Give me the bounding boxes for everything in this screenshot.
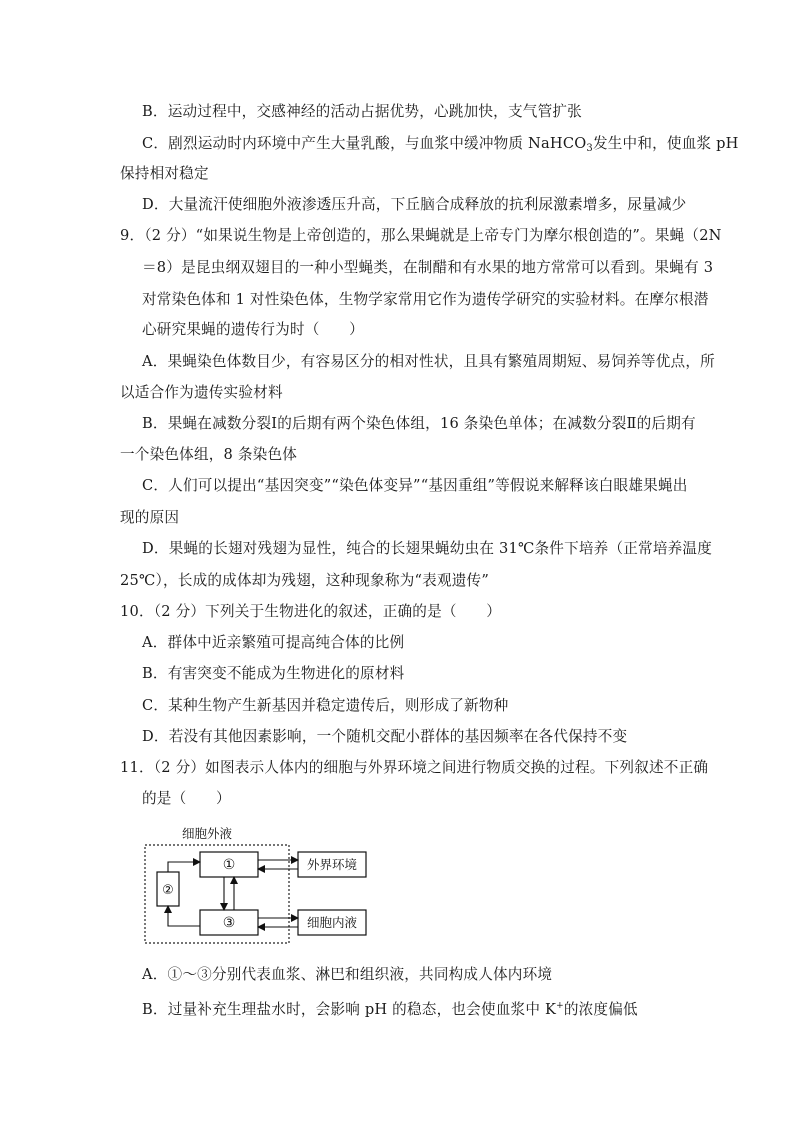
box-2-label: ② xyxy=(162,883,174,898)
q11-option-a: A．①～③分别代表血浆、淋巴和组织液，共同构成人体内环境 xyxy=(142,966,553,983)
intracellular-fluid-label: 细胞内液 xyxy=(306,915,358,930)
q11-option-b-text-b: 的浓度偏低 xyxy=(563,1001,638,1018)
q10-option-c: C．某种生物产生新基因并稳定遗传后，则形成了新物种 xyxy=(142,697,509,714)
q9-option-c-line2: 现的原因 xyxy=(120,509,180,526)
q9-option-c-line1: C．人们可以提出“基因突变”“染色体变异”“基因重组”等假说来解释该白眼雄果蝇出 xyxy=(142,477,688,494)
arrow-3-to-2 xyxy=(168,906,200,926)
q9-option-d-line2: 25℃），长成的成体却为残翅，这种现象称为“表观遗传” xyxy=(120,572,489,589)
box-3-label: ③ xyxy=(222,915,236,931)
q9-stem-line1: 9．（2 分）“如果说生物是上帝创造的，那么果蝇就是上帝专门为摩尔根创造的”。果蝇（2N xyxy=(120,227,722,244)
q9-stem-line3: 对常染色体和 1 对性染色体，生物学家常用它作为遗传学研究的实验材料。在摩尔根潜 xyxy=(142,291,709,308)
q8-option-d: D．大量流汗使细胞外液渗透压升高，下丘脑合成释放的抗利尿激素增多，尿量减少 xyxy=(142,196,687,213)
q8-option-c-text-a: C．剧烈运动时内环境中产生大量乳酸，与血浆中缓冲物质 NaHCO xyxy=(142,135,587,152)
q8-option-c-line2: 保持相对稳定 xyxy=(120,165,209,182)
box-1-label: ① xyxy=(222,857,236,873)
q10-option-d: D．若没有其他因素影响，一个随机交配小群体的基因频率在各代保持不变 xyxy=(142,728,628,745)
q8-option-c-subscript: 3 xyxy=(586,143,593,154)
q11-option-b xyxy=(142,996,638,1020)
q9-stem-line4: 心研究果蝇的遗传行为时（ ） xyxy=(142,321,364,338)
q8-option-c-text-b: 发生中和，使血浆 pH xyxy=(592,135,739,152)
extracellular-fluid-label: 细胞外液 xyxy=(182,826,233,841)
external-environment-label: 外界环境 xyxy=(306,857,358,872)
q9-stem-line2: ＝8）是昆虫纲双翅目的一种小型蝇类，在制醋和有水果的地方常常可以看到。果蝇有 3 xyxy=(142,259,714,276)
q9-option-b-line1: B．果蝇在减数分裂Ⅰ的后期有两个染色体组，16 条染色单体；在减数分裂Ⅱ的后期有 xyxy=(142,415,696,432)
q9-option-d-line1: D．果蝇的长翅对残翅为显性，纯合的长翅果蝇幼虫在 31℃条件下培养（正常培养温度 xyxy=(142,540,713,557)
q11-stem-line2: 的是（ ） xyxy=(142,790,231,807)
q8-option-c-line1 xyxy=(142,134,739,159)
q10-stem: 10．（2 分）下列关于生物进化的叙述，正确的是（ ） xyxy=(120,603,502,620)
body-fluid-exchange-diagram xyxy=(142,822,372,946)
q9-option-a-line1: A．果蝇染色体数目少，有容易区分的相对性状，且具有繁殖周期短、易饲养等优点，所 xyxy=(142,353,715,370)
q10-option-b: B．有害突变不能成为生物进化的原材料 xyxy=(142,665,405,682)
q9-option-a-line2: 以适合作为遗传实验材料 xyxy=(120,384,283,401)
q10-option-a: A．群体中近亲繁殖可提高纯合体的比例 xyxy=(142,634,405,651)
q11-option-b-text-a: B．过量补充生理盐水时，会影响 pH 的稳态，也会使血浆中 K xyxy=(142,1001,557,1018)
arrow-2-to-1 xyxy=(168,862,200,872)
q8-option-b: B．运动过程中，交感神经的活动占据优势，心跳加快，支气管扩张 xyxy=(142,103,582,120)
q11-option-b-superscript: + xyxy=(556,1001,564,1011)
q11-stem-line1: 11．（2 分）如图表示人体内的细胞与外界环境之间进行物质交换的过程。下列叙述不正确 xyxy=(120,759,709,776)
q9-option-b-line2: 一个染色体组，8 条染色体 xyxy=(120,446,298,463)
